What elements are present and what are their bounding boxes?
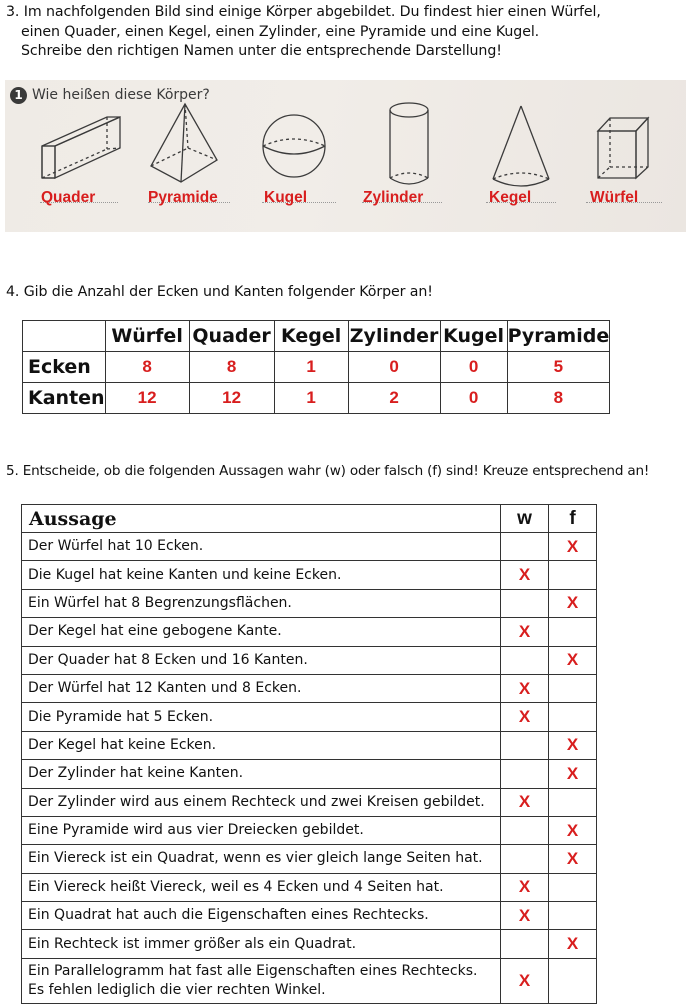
table-row: [22, 561, 597, 589]
true-mark-cell[interactable]: [501, 845, 549, 873]
textbook-figure: [5, 80, 686, 232]
false-mark-cell[interactable]: X: [549, 760, 597, 788]
value-cell: 1: [274, 352, 348, 383]
table-row: [22, 788, 597, 816]
statement-cell: Die Kugel hat keine Kanten und keine Ecken.: [22, 561, 501, 589]
value-cell: 5: [507, 352, 610, 383]
pyramid-icon: [151, 104, 217, 182]
true-mark-cell[interactable]: X: [501, 902, 549, 930]
task-3-line-3: Schreibe den richtigen Namen unter die entsprechende Darstellung!: [21, 43, 502, 59]
figure-title: Wie heißen diese Körper?: [32, 87, 210, 103]
solids-drawing: [5, 80, 686, 232]
table-header-row: [23, 321, 610, 352]
answer-sphere: Kugel: [264, 189, 308, 206]
false-mark-cell[interactable]: X: [549, 589, 597, 617]
false-mark-cell[interactable]: X: [549, 845, 597, 873]
statement-column-header: Aussage: [22, 505, 501, 533]
value-cell: 8: [507, 383, 610, 414]
task-3-line-2: einen Quader, einen Kegel, einen Zylinder, eine Pyramide und eine Kugel.: [21, 23, 540, 40]
statement-cell: Der Zylinder hat keine Kanten.: [22, 760, 501, 788]
true-mark-cell[interactable]: X: [501, 873, 549, 901]
value-cell: 8: [105, 352, 189, 383]
value-cell: 12: [189, 383, 274, 414]
statement-cell: Ein Parallelogramm hat fast alle Eigenschaften eines Rechtecks. Es fehlen lediglich die vier rechten Winkel.: [22, 958, 501, 1003]
cylinder-icon: [390, 103, 428, 184]
table-row: [22, 731, 597, 759]
true-mark-cell[interactable]: [501, 731, 549, 759]
true-mark-cell[interactable]: [501, 533, 549, 561]
false-mark-cell[interactable]: [549, 618, 597, 646]
value-cell: 12: [105, 383, 189, 414]
cone-icon: [493, 106, 549, 186]
false-mark-cell[interactable]: [549, 788, 597, 816]
column-header: Kugel: [440, 321, 507, 352]
false-column-header: f: [549, 505, 597, 533]
false-mark-cell[interactable]: [549, 873, 597, 901]
row-header: Ecken: [23, 352, 106, 383]
statement-cell: Die Pyramide hat 5 Ecken.: [22, 703, 501, 731]
false-mark-cell[interactable]: [549, 703, 597, 731]
value-cell: 0: [348, 352, 440, 383]
sphere-icon: [263, 115, 325, 177]
true-false-table: [21, 504, 597, 1004]
statement-cell: Ein Würfel hat 8 Begrenzungsflächen.: [22, 589, 501, 617]
true-mark-cell[interactable]: [501, 589, 549, 617]
false-mark-cell[interactable]: [549, 674, 597, 702]
statement-cell: Der Würfel hat 10 Ecken.: [22, 533, 501, 561]
task-4-heading: 4. Gib die Anzahl der Ecken und Kanten folgender Körper an!: [6, 284, 433, 300]
false-mark-cell[interactable]: X: [549, 816, 597, 844]
task-3-instructions: [6, 3, 601, 62]
true-mark-cell[interactable]: [501, 816, 549, 844]
task-5-heading: 5. Entscheide, ob die folgenden Aussagen wahr (w) oder falsch (f) sind! Kreuze entsprechend an!: [6, 463, 650, 479]
statement-cell: Ein Viereck heißt Viereck, weil es 4 Ecken und 4 Seiten hat.: [22, 873, 501, 901]
statement-cell: Der Quader hat 8 Ecken und 16 Kanten.: [22, 646, 501, 674]
statement-cell: Der Kegel hat keine Ecken.: [22, 731, 501, 759]
column-header: Zylinder: [348, 321, 440, 352]
false-mark-cell[interactable]: X: [549, 646, 597, 674]
value-cell: 0: [440, 352, 507, 383]
false-mark-cell[interactable]: X: [549, 731, 597, 759]
table-row: [22, 646, 597, 674]
answer-cone: Kegel: [489, 189, 532, 206]
table-row: [22, 845, 597, 873]
value-cell: 1: [274, 383, 348, 414]
column-header: Pyramide: [507, 321, 610, 352]
false-mark-cell[interactable]: X: [549, 533, 597, 561]
cube-icon: [598, 118, 648, 178]
statement-cell: Ein Viereck ist ein Quadrat, wenn es vier gleich lange Seiten hat.: [22, 845, 501, 873]
table-row: [22, 873, 597, 901]
statement-cell: Ein Rechteck ist immer größer als ein Quadrat.: [22, 930, 501, 958]
value-cell: 0: [440, 383, 507, 414]
false-mark-cell[interactable]: [549, 958, 597, 1003]
row-header: Kanten: [23, 383, 106, 414]
table-row: [23, 352, 610, 383]
true-mark-cell[interactable]: X: [501, 561, 549, 589]
table-header-row: [22, 505, 597, 533]
table-row: [22, 533, 597, 561]
false-mark-cell[interactable]: [549, 561, 597, 589]
answer-cube: Würfel: [590, 189, 639, 206]
table-row: [22, 760, 597, 788]
column-header: Kegel: [274, 321, 348, 352]
statement-cell: Der Zylinder wird aus einem Rechteck und zwei Kreisen gebildet.: [22, 788, 501, 816]
value-cell: 2: [348, 383, 440, 414]
statement-cell: Eine Pyramide wird aus vier Dreiecken gebildet.: [22, 816, 501, 844]
true-column-header: w: [501, 505, 549, 533]
column-header: Quader: [189, 321, 274, 352]
true-mark-cell[interactable]: [501, 760, 549, 788]
true-mark-cell[interactable]: [501, 930, 549, 958]
table-row: [22, 958, 597, 1003]
answer-cylinder: Zylinder: [363, 189, 424, 206]
true-mark-cell[interactable]: X: [501, 703, 549, 731]
statement-cell: Der Kegel hat eine gebogene Kante.: [22, 618, 501, 646]
true-mark-cell[interactable]: X: [501, 618, 549, 646]
true-mark-cell[interactable]: [501, 646, 549, 674]
true-mark-cell[interactable]: X: [501, 958, 549, 1003]
table-row: [22, 930, 597, 958]
false-mark-cell[interactable]: [549, 902, 597, 930]
exercise-number-badge: 1: [10, 87, 27, 104]
true-mark-cell[interactable]: X: [501, 788, 549, 816]
true-mark-cell[interactable]: X: [501, 674, 549, 702]
task-3-line-1: 3. Im nachfolgenden Bild sind einige Körper abgebildet. Du findest hier einen Würfel,: [6, 4, 601, 20]
table-row: [23, 383, 610, 414]
vertices-edges-table: [22, 320, 610, 414]
answer-cuboid: Quader: [41, 189, 96, 206]
table-row: [22, 618, 597, 646]
table-row: [22, 674, 597, 702]
answer-pyramid: Pyramide: [148, 189, 218, 206]
table-row: [22, 589, 597, 617]
value-cell: 8: [189, 352, 274, 383]
table-row: [22, 902, 597, 930]
statement-cell: Ein Quadrat hat auch die Eigenschaften eines Rechtecks.: [22, 902, 501, 930]
cuboid-icon: [42, 117, 120, 178]
table-row: [22, 703, 597, 731]
table-row: [22, 816, 597, 844]
empty-header-cell: [23, 321, 106, 352]
column-header: Würfel: [105, 321, 189, 352]
false-mark-cell[interactable]: X: [549, 930, 597, 958]
statement-cell: Der Würfel hat 12 Kanten und 8 Ecken.: [22, 674, 501, 702]
